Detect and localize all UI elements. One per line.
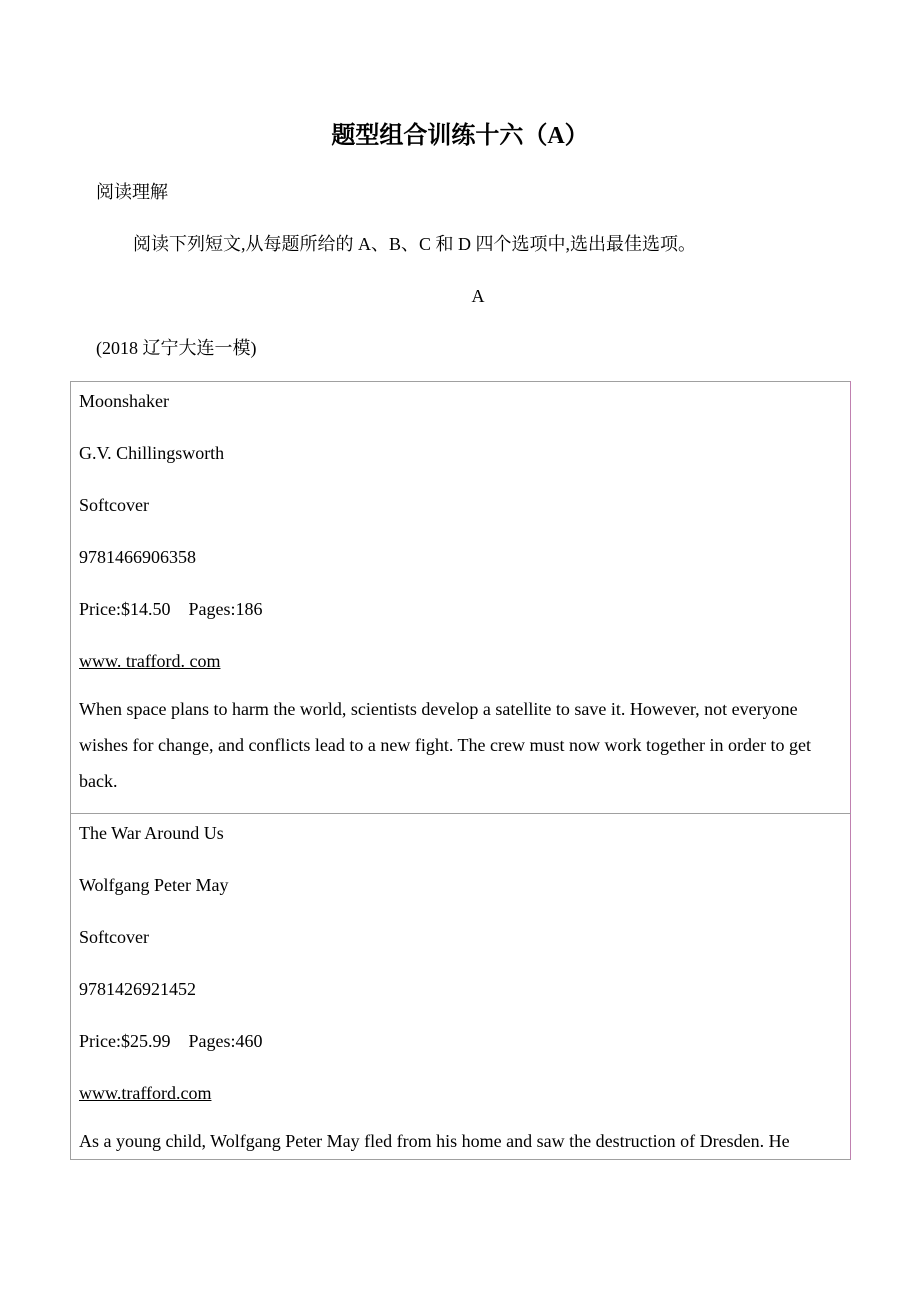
book-isbn: 9781466906358 [79, 547, 196, 567]
page-title: 题型组合训练十六（A） [331, 123, 589, 149]
book-description: As a young child, Wolfgang Peter May fled from his home and saw the destruction of Dresden. He [79, 1131, 790, 1151]
section-heading: 阅读理解 [96, 182, 168, 202]
book-link[interactable]: www. trafford. com [79, 651, 221, 671]
source-note: (2018 辽宁大连一模) [96, 338, 257, 358]
book-title: Moonshaker [79, 391, 169, 411]
book-author: Wolfgang Peter May [79, 875, 229, 895]
book-row [71, 382, 851, 814]
passage-label: A [471, 286, 485, 306]
book-description: When space plans to harm the world, scientists develop a satellite to save it. However, not everyone wishes for change, and conflicts lead to a new fight. The crew must now work together in order to get back. [79, 699, 811, 791]
book-row [71, 814, 851, 1160]
book-format: Softcover [79, 495, 149, 515]
book-table [70, 381, 851, 1160]
book-title: The War Around Us [79, 823, 224, 843]
book-author: G.V. Chillingsworth [79, 443, 225, 463]
book-isbn: 9781426921452 [79, 979, 196, 999]
instruction-text: 阅读下列短文,从每题所给的 A、B、C 和 D 四个选项中,选出最佳选项。 [133, 234, 697, 254]
book-price-pages: Price:$25.99 Pages:460 [79, 1031, 263, 1051]
book-link[interactable]: www.trafford.com [79, 1083, 212, 1103]
book-price-pages: Price:$14.50 Pages:186 [79, 599, 263, 619]
book-format: Softcover [79, 927, 149, 947]
